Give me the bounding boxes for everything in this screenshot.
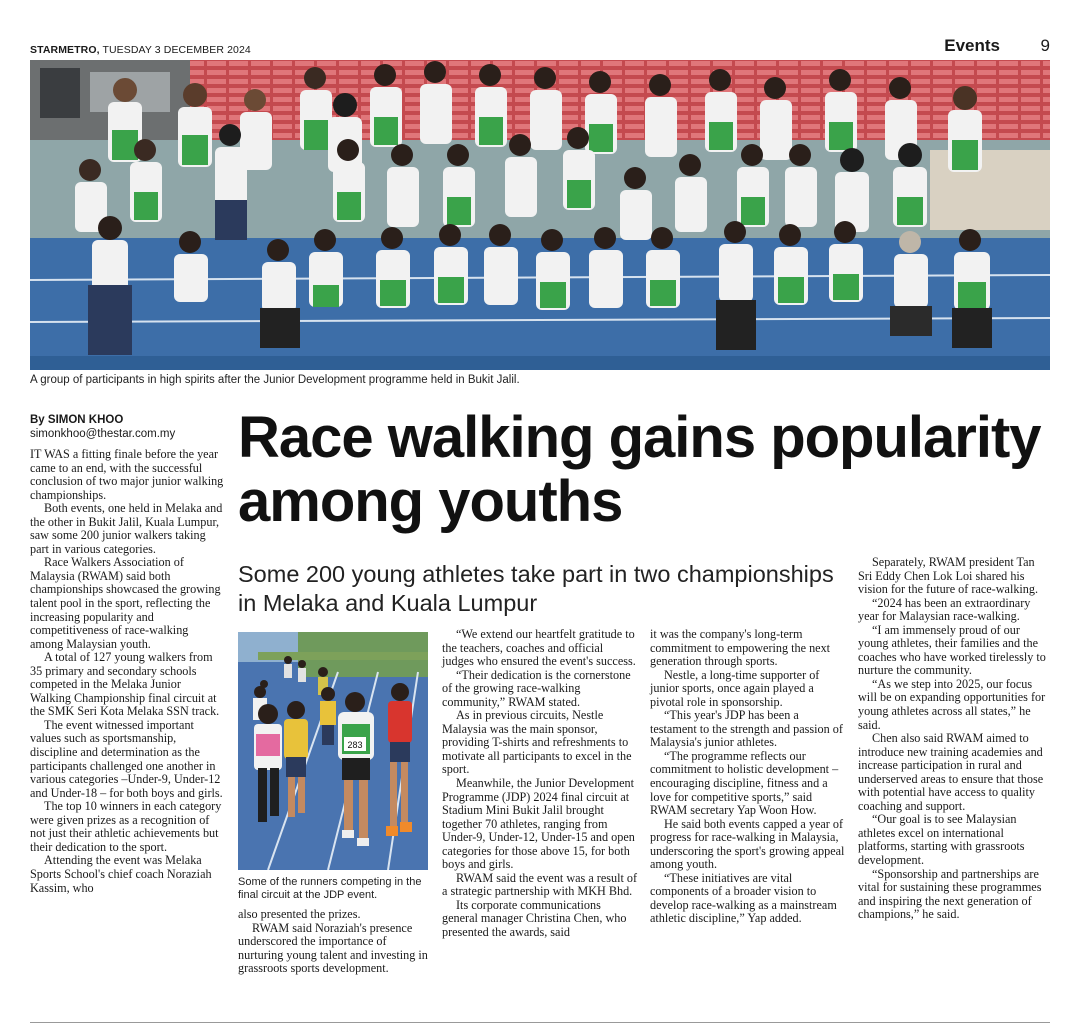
main-group-photo [30,60,1050,370]
paragraph: “Sponsorship and partnerships are vital for sustaining these programmes and inspiring the next generation of champions,” he said. [858,866,1042,922]
article-headline: Race walking gains popularity among youths [238,405,1041,534]
paragraph: “We extend our heartfelt gratitude to the teachers, coaches and official judges who ensured the event's success. [442,627,636,669]
paragraph: Meanwhile, the Junior Development Programme (JDP) 2024 final circuit at Stadium Mini Bukit Jalil brought together 70 athletes, ranging from Under-9, Under-12, Under-15 and open categories for those above 15, for both boys and girls. [442,776,635,872]
paragraph: A total of 127 young walkers from 35 primary and secondary schools competed in the Melaka Junior Walking Championship final circuit at the SMK Seri Kota Melaka SSN track. [30,650,220,719]
issue-date: TUESDAY 3 DECEMBER 2024 [102,44,251,56]
paragraph: Attending the event was Melaka Sports School's chief coach Noraziah Kassim, who [30,853,212,895]
bottom-rule [30,1022,1050,1023]
article-column-2 [238,908,430,976]
paragraph: “I am immensely proud of our young athletes, their families and the coaches who have worked tirelessly to nurture the community. [858,622,1046,678]
paragraph: Chen also said RWAM aimed to introduce new training academies and increase participation in rural and underserved areas to ensure that those with potential have access to quality coaching and support. [858,731,1044,813]
paragraph: Its corporate communications general manager Christina Chen, who presented the awards, said [442,897,627,940]
paragraph: IT WAS a fitting finale before the year came to an end, with the successful conclusion of two major junior walking championships. [30,447,224,502]
article-column-1 [30,448,224,895]
section-name: Events [944,36,1000,55]
publication-name: STARMETRO, [30,44,100,56]
paragraph: The event witnessed important values such as sportsmanship, discipline and determination as the participants challenged one another in various categories –Under-9, Under-12 and Under-18 – for both boys and girls. [30,717,223,800]
paragraph: it was the company's long-term commitment to empowering the next generation through sports. [650,627,831,669]
paragraph: “Their dedication is the cornerstone of the growing race-walking community,” RWAM stated. [442,667,631,709]
article-column-3 [442,628,638,940]
paragraph: “This year's JDP has been a testament to the strength and passion of Malaysia's junior athletes. [650,708,843,750]
byline [30,413,175,441]
paragraph: also presented the prizes. [238,907,361,921]
paragraph: He said both events capped a year of progress for race-walking in Malaysia, underscoring the sport's growing appeal among youth. [650,816,845,872]
paragraph: Nestle, a long-time supporter of junior sports, once again played a pivotal role in sponsorship. [650,667,820,709]
paragraph: RWAM said the event was a result of a strategic partnership with MKH Bhd. [442,870,638,899]
page-number: 9 [1040,36,1050,55]
paragraph: Both events, one held in Melaka and the other in Bukit Jalil, Kuala Lumpur, saw some 200 junior walkers taking part in various categories. [30,501,223,556]
article-column-5 [858,556,1050,922]
paragraph: “2024 has been an extraordinary year for Malaysian race-walking. [858,595,1031,624]
paragraph: Race Walkers Association of Malaysia (RWAM) said both championships showcased the growing talent pool in the sport, reflecting the increasing popularity and competitiveness of race-walking among Malaysian youth. [30,555,221,651]
runners-photo [238,632,428,870]
author-email: simonkhoo@thestar.com.my [30,428,176,440]
author-name: By SIMON KHOO [30,414,124,426]
paragraph: As in previous circuits, Nestle Malaysia was the main sponsor, providing T-shirts and refreshments to motivate all participants to excel in the sport. [442,708,632,777]
main-photo-caption: A group of participants in high spirits after the Junior Development programme held in Bukit Jalil. [30,374,520,386]
bib-number: 283 [347,740,363,750]
paragraph: “These initiatives are vital components of a broader vision to develop race-walking as a mainstream athletic discipline,” Yap added. [650,870,837,926]
paragraph: “As we step into 2025, our focus will be on expanding opportunities for young athletes across all states,” he said. [858,676,1046,732]
paragraph: RWAM said Noraziah's presence underscored the importance of nurturing young talent and investing in grassroots sports development. [238,920,428,976]
article-subheadline: Some 200 young athletes take part in two championships in Melaka and Kuala Lumpur [238,561,834,616]
paragraph: The top 10 winners in each category were given prizes as a recognition of not just their athletic achievements but their dedication to the sport. [30,799,222,854]
paragraph: “Our goal is to see Malaysian athletes excel on international platforms, starting with grassroots development. [858,812,1025,868]
publication-dateline [30,44,251,56]
runners-photo-caption: Some of the runners competing in the final circuit at the JDP event. [238,876,422,901]
paragraph: “The programme reflects our commitment to holistic development – encouraging discipline, fitness and a love for competitive sports,” said RWAM secretary Yap Woon How. [650,748,839,818]
page-header [30,36,1050,60]
paragraph: Separately, RWAM president Tan Sri Eddy Chen Lok Loi shared his vision for the future of race-walking. [858,555,1039,597]
article-column-4 [650,628,846,926]
